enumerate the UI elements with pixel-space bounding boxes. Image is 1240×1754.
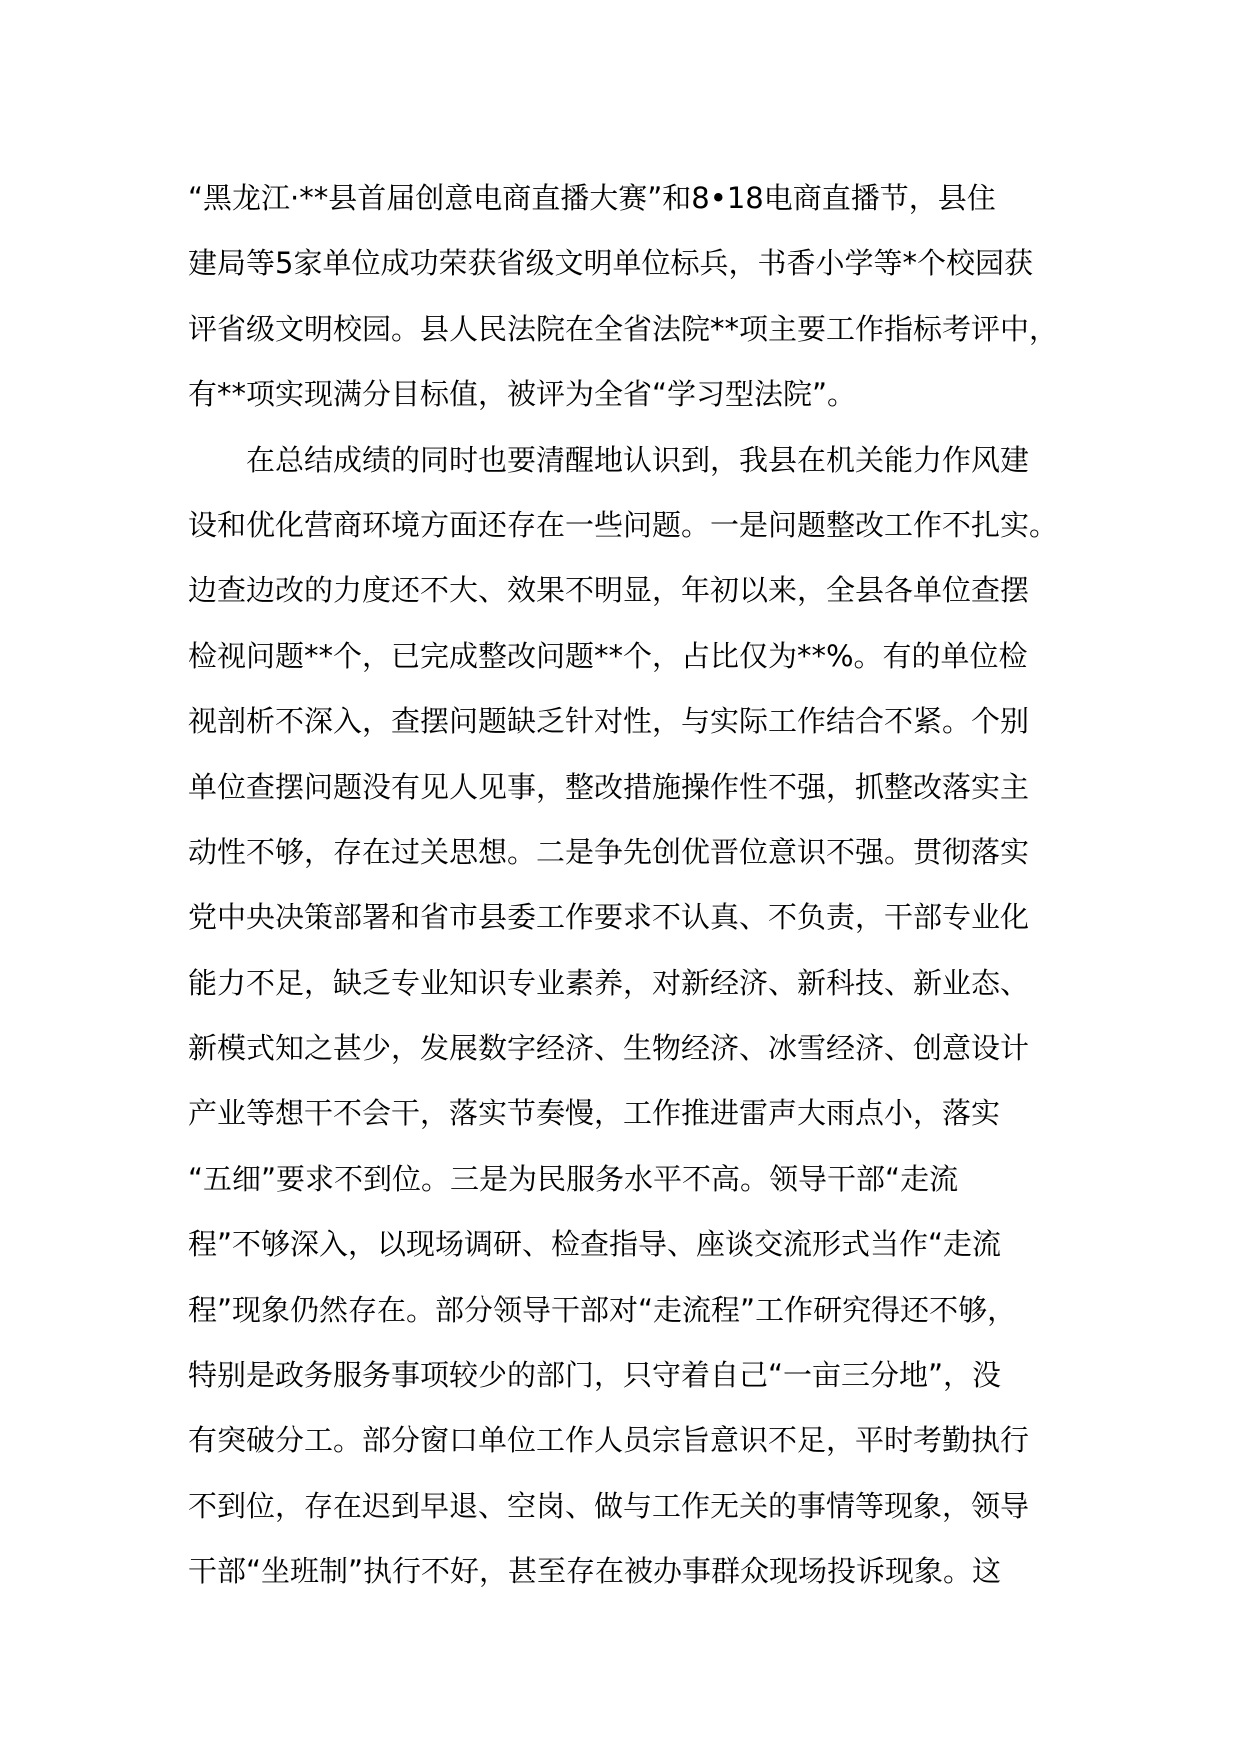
text-line: 干部“坐班制”执行不好，甚至存在被办事群众现场投诉现象。这 [188, 1554, 1002, 1589]
text-line: “黑龙江·**县首届创意电商直播大赛”和8•18电商直播节，县住 [188, 181, 996, 215]
text-line: 动性不够，存在过关思想。二是争先创优晋位意识不强。贯彻落实 [188, 834, 1030, 869]
text-line: 设和优化营商环境方面还存在一些问题。一是问题整改工作不扎实。 [188, 507, 1059, 542]
text-line: 程”现象仍然存在。部分领导干部对“走流程”工作研究得还不够， [188, 1292, 1017, 1327]
text-line: 程”不够深入，以现场调研、检查指导、座谈交流形式当作“走流 [188, 1227, 1002, 1262]
paragraph-first-line: 在总结成绩的同时也要清醒地认识到，我县在机关能力作风建 [246, 442, 1030, 477]
document-body [188, 166, 1088, 1605]
text-line: 建局等5家单位成功荣获省级文明单位标兵，书香小学等*个校园获 [188, 246, 1033, 281]
text-line: 检视问题**个，已完成整改问题**个，占比仅为**%。有的单位检 [188, 638, 1028, 673]
text-line: 特别是政务服务事项较少的部门，只守着自己“一亩三分地”，没 [188, 1358, 1002, 1393]
text-line: 新模式知之甚少，发展数字经济、生物经济、冰雪经济、创意设计 [188, 1031, 1030, 1066]
text-line: 有突破分工。部分窗口单位工作人员宗旨意识不足，平时考勤执行 [188, 1423, 1030, 1458]
text-line: 视剖析不深入，查摆问题缺乏针对性，与实际工作结合不紧。个别 [188, 704, 1030, 739]
text-line: 有**项实现满分目标值，被评为全省“学习型法院”。 [188, 377, 857, 412]
text-line: 不到位，存在迟到早退、空岗、做与工作无关的事情等现象，领导 [188, 1488, 1030, 1523]
text-line: 单位查摆问题没有见人见事，整改措施操作性不强，抓整改落实主 [188, 769, 1030, 804]
text-line: 评省级文明校园。县人民法院在全省法院**项主要工作指标考评中， [188, 311, 1059, 346]
text-line: 党中央决策部署和省市县委工作要求不认真、不负责，干部专业化 [188, 900, 1030, 935]
text-line: “五细”要求不到位。三是为民服务水平不高。领导干部“走流 [188, 1161, 959, 1196]
text-line: 产业等想干不会干，落实节奏慢，工作推进雷声大雨点小，落实 [188, 1096, 1001, 1131]
text-line: 边查边改的力度还不大、效果不明显，年初以来，全县各单位查摆 [188, 573, 1030, 608]
text-line: 能力不足，缺乏专业知识专业素养，对新经济、新科技、新业态、 [188, 965, 1030, 1000]
